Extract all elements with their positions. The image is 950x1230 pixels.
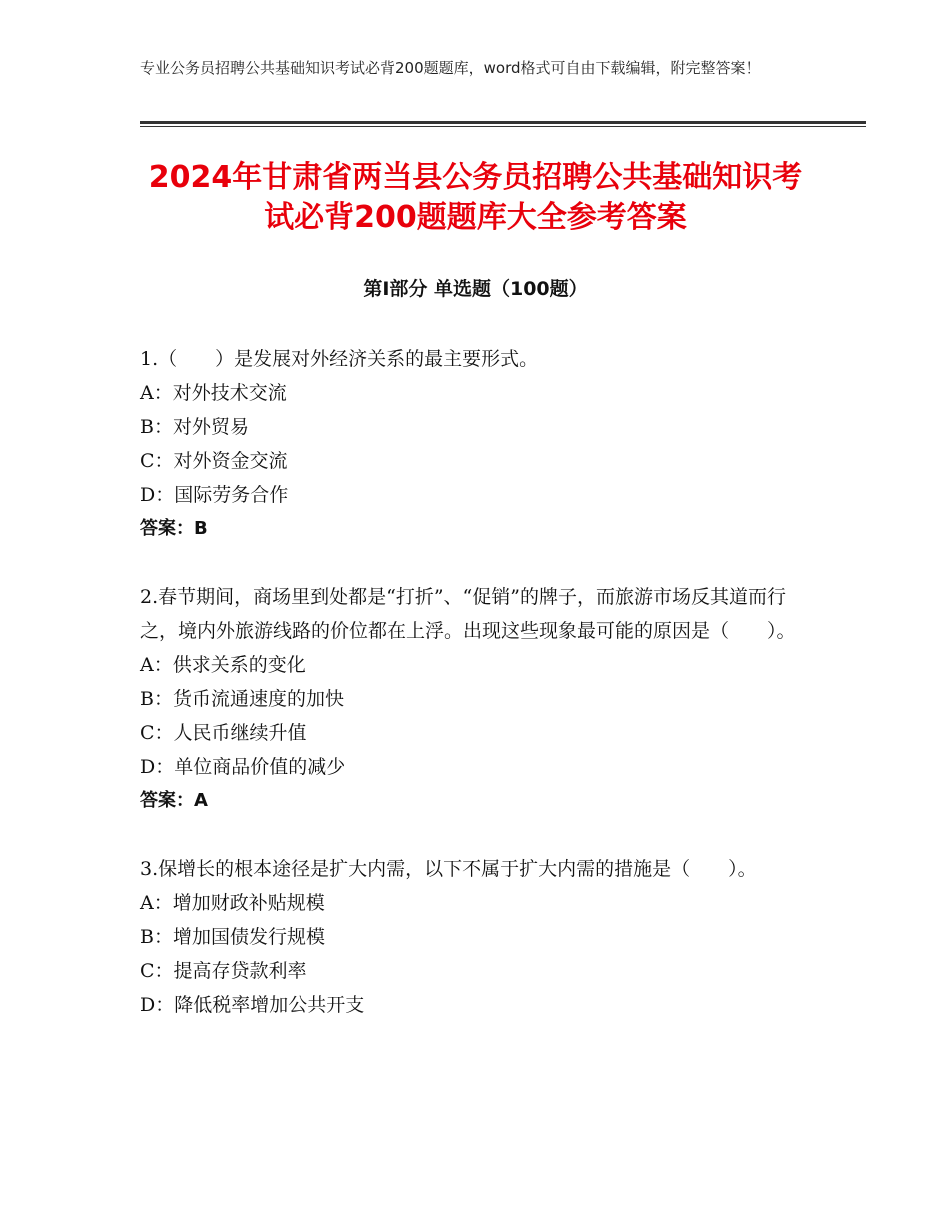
option-a: A：对外技术交流 bbox=[140, 382, 287, 404]
question-list bbox=[140, 342, 805, 1056]
option-a: A：供求关系的变化 bbox=[140, 654, 306, 676]
section-title: 第Ⅰ部分 单选题（100题） bbox=[363, 278, 588, 300]
question-1 bbox=[140, 342, 805, 546]
header-rule-thin bbox=[140, 126, 866, 127]
question-2 bbox=[140, 580, 805, 818]
document-title: 2024年甘肃省两当县公务员招聘公共基础知识考试必背200题题库大全参考答案 bbox=[148, 160, 803, 235]
answer: 答案：A bbox=[140, 790, 208, 811]
option-c: C：人民币继续升值 bbox=[140, 722, 307, 744]
header-note: 专业公务员招聘公共基础知识考试必背200题题库，word格式可自由下载编辑，附完整答案！ bbox=[140, 59, 761, 77]
option-d: D：单位商品价值的减少 bbox=[140, 756, 346, 778]
option-c: C：对外资金交流 bbox=[140, 450, 288, 472]
question-3 bbox=[140, 852, 805, 1022]
option-a: A：增加财政补贴规模 bbox=[140, 892, 325, 914]
question-stem: 1.（ ）是发展对外经济关系的最主要形式。 bbox=[140, 348, 539, 370]
option-b: B：货币流通速度的加快 bbox=[140, 688, 344, 710]
option-b: B：对外贸易 bbox=[140, 416, 249, 438]
header-rule-thick bbox=[140, 121, 866, 124]
option-c: C：提高存贷款利率 bbox=[140, 960, 307, 982]
option-b: B：增加国债发行规模 bbox=[140, 926, 325, 948]
answer: 答案：B bbox=[140, 518, 208, 539]
option-d: D：国际劳务合作 bbox=[140, 484, 289, 506]
question-stem: 2.春节期间，商场里到处都是“打折”、“促销”的牌子，而旅游市场反其道而行之，境内外旅游线路的价位都在上浮。出现这些现象最可能的原因是（ ）。 bbox=[140, 586, 796, 642]
question-stem: 3.保增长的根本途径是扩大内需，以下不属于扩大内需的措施是（ ）。 bbox=[140, 858, 757, 880]
option-d: D：降低税率增加公共开支 bbox=[140, 994, 365, 1016]
